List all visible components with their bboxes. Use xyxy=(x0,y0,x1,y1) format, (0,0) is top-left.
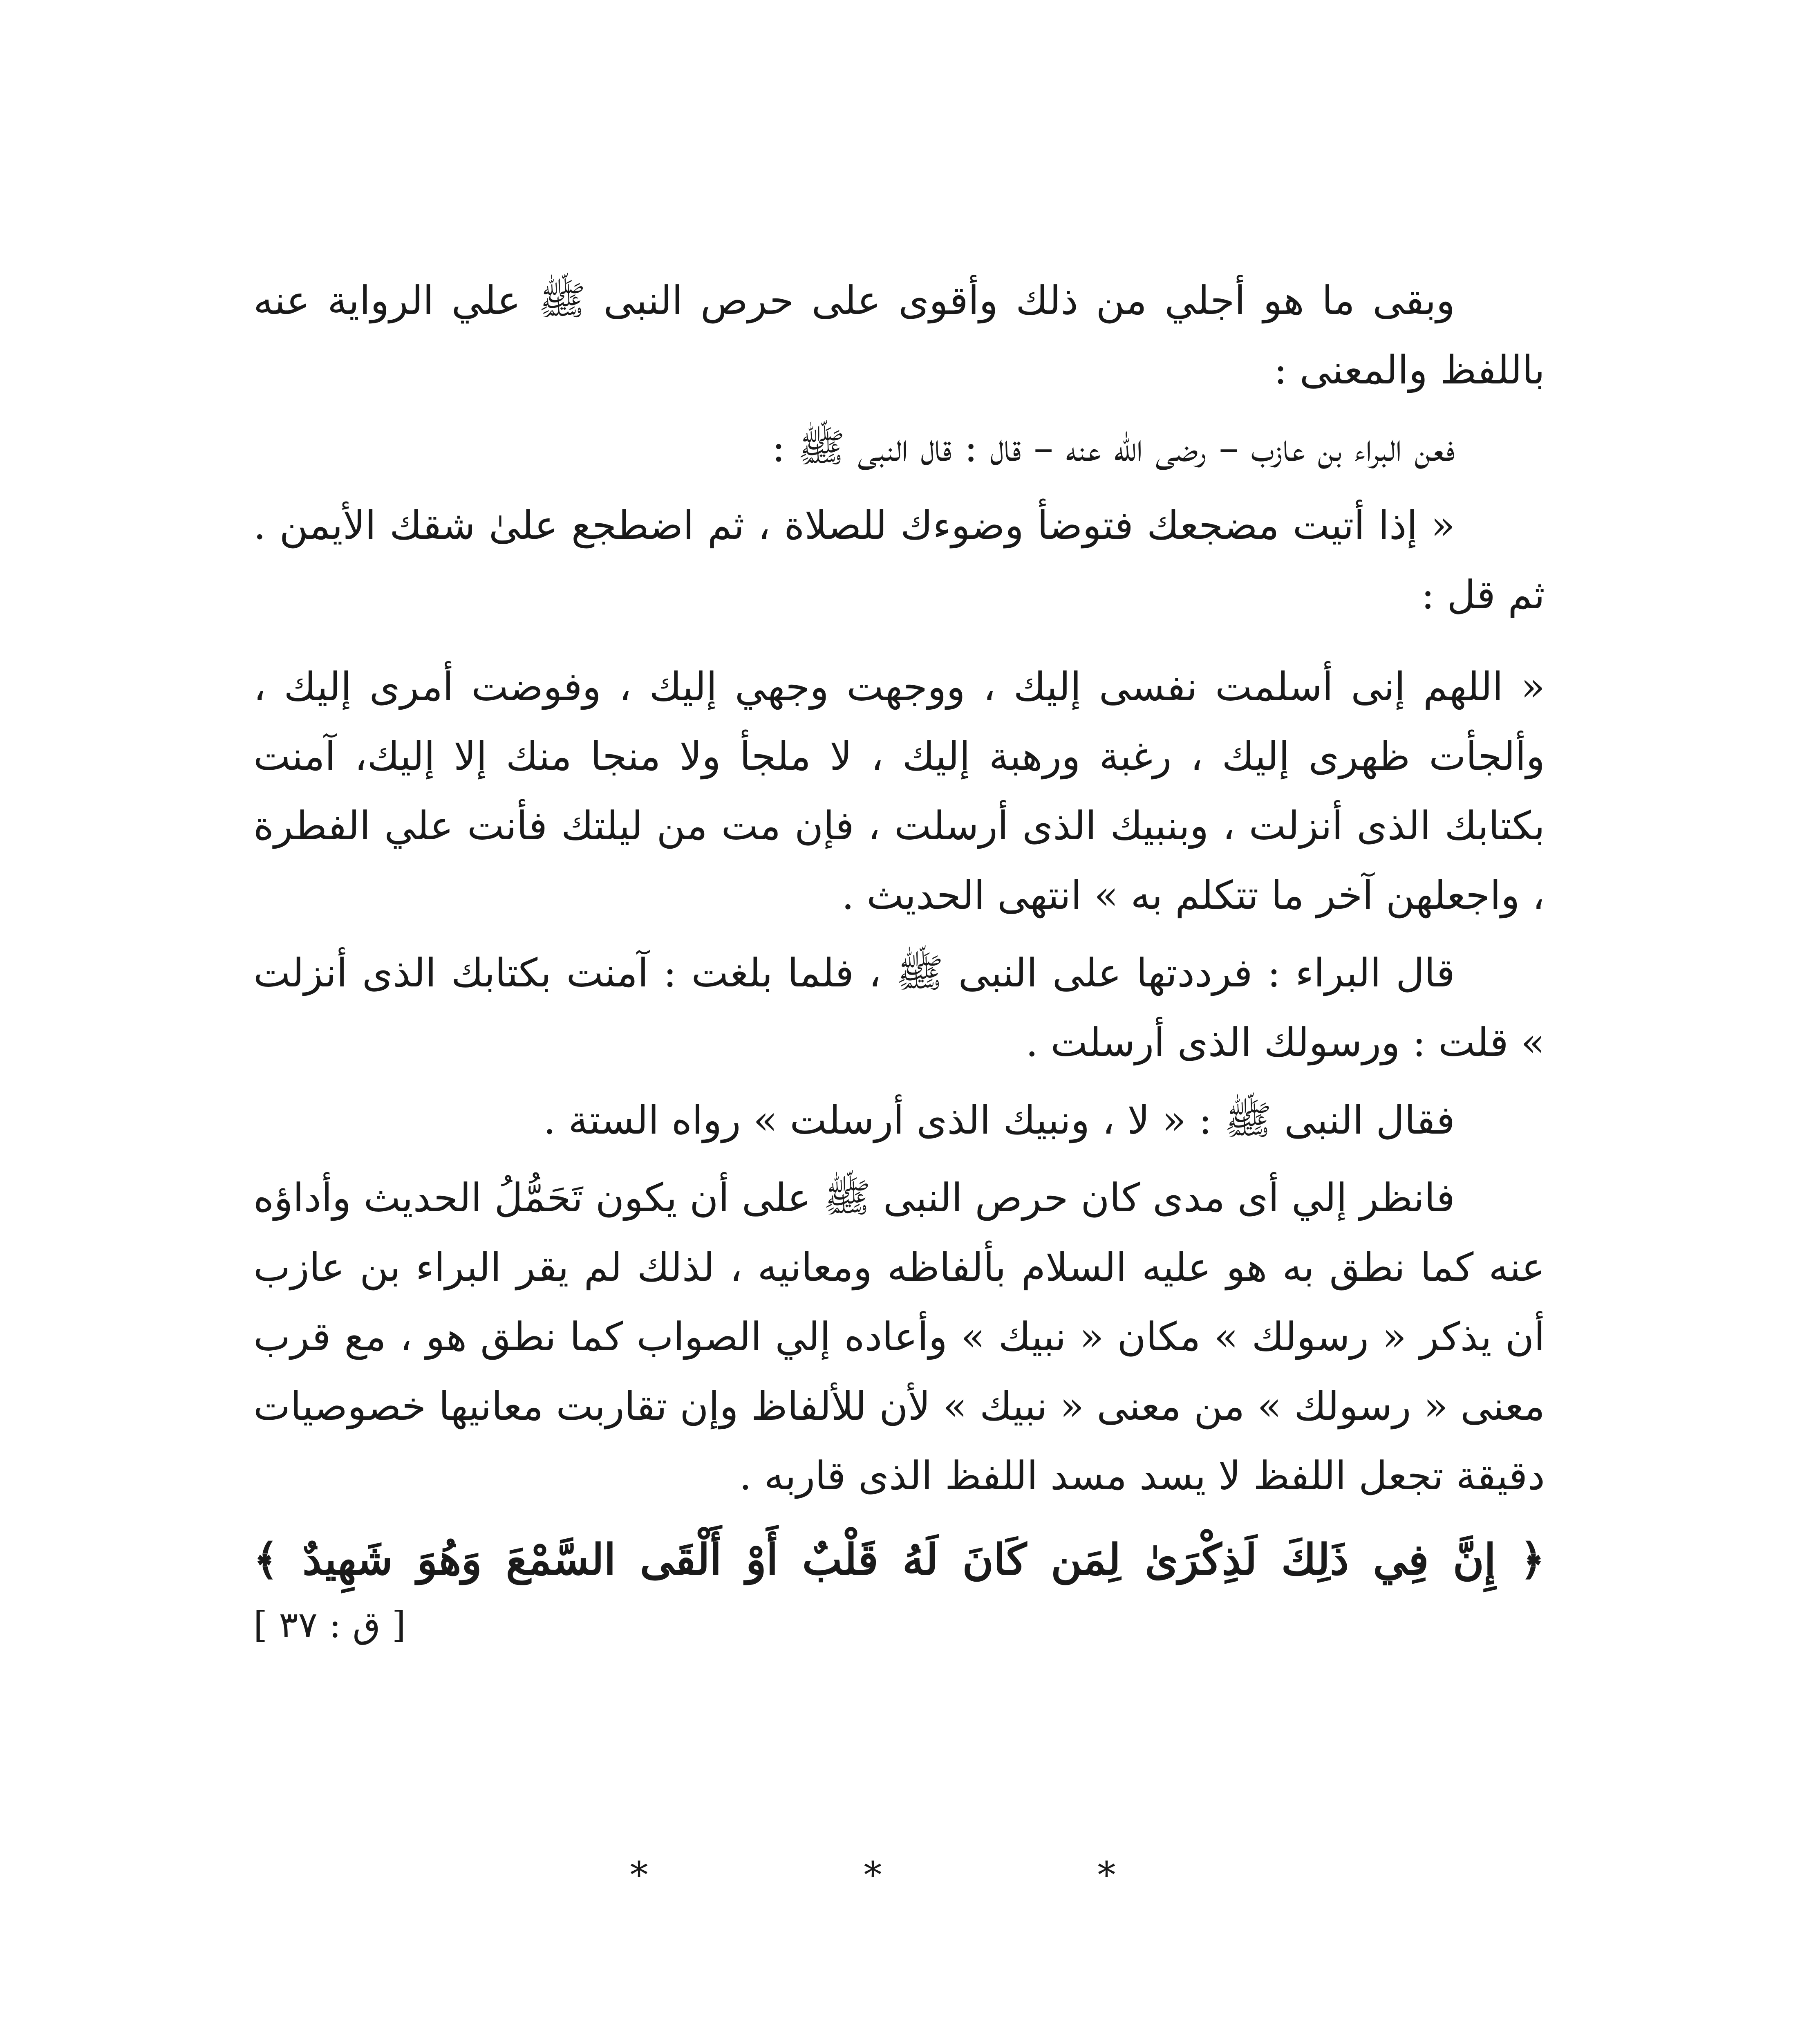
paragraph-dua: « اللهم إنى أسلمت نفسى إليك ، ووجهت وجهي إليك ، وفوضت أمرى إليك ، وألجأت ظهرى إليك ، رغبة ورهبة إليك ، لا ملجأ ولا منجا منك إلا إليك، آمنت بكتابك الذى أنزلت ، وبنبيك الذى أرسلت ، فإن مت من ليلتك فأنت علي الفطرة ، واجعلهن آخر ما تتكلم به » انتهى الحديث . xyxy=(253,664,1545,918)
paragraph-narration: فعن البراء بن عازب – رضى الله عنه – قال : قال النبى ﷺ : xyxy=(772,425,1455,471)
quran-verse: ﴿ إِنَّ فِي ذَلِكَ لَذِكْرَىٰ لِمَن كَانَ لَهُ قَلْبٌ أَوْ أَلْقَى السَّمْعَ وَهُوَ شَهِيدٌ ﴾ xyxy=(253,1534,1545,1585)
main-text xyxy=(253,266,1545,1654)
separator-star: * xyxy=(630,1854,714,1896)
paragraph-intro: وبقى ما هو أجلي من ذلك وأقوى على حرص النبى ﷺ علي الرواية عنه باللفظ والمعنى : xyxy=(253,278,1545,393)
paragraph-bara-response: قال البراء : فرددتها على النبى ﷺ ، فلما بلغت : آمنت بكتابك الذى أنزلت » قلت : ورسولك الذى أرسلت . xyxy=(253,950,1545,1065)
paragraph-hadith-start: « إذا أتيت مضجعك فتوضأ وضوءك للصلاة ، ثم اضطجع علىٰ شقك الأيمن . ثم قل : xyxy=(253,502,1545,618)
paragraph-prophet-reply: فقال النبى ﷺ : « لا ، ونبيك الذى أرسلت » رواه الستة . xyxy=(543,1097,1455,1143)
paragraph-commentary: فانظر إلي أى مدى كان حرص النبى ﷺ على أن يكون تَحَمُّلُ الحديث وأداؤه عنه كما نطق به هو عليه السلام بألفاظه ومعانيه ، لذلك لم يقر البراء بن عازب أن يذكر « رسولك » مكان « نبيك » وأعاده إلي الصواب كما نطق هو ، مع قرب معنى « رسولك » من معنى « نبيك » لأن للألفاظ وإن تقاربت معانيها خصوصيات دقيقة تجعل اللفظ لا يسد مسد اللفظ الذى قاربه . xyxy=(253,1175,1545,1499)
separator-star: * xyxy=(864,1854,947,1896)
verse-reference: [ ق : ٣٧ ] xyxy=(253,1604,406,1646)
section-separator xyxy=(0,1854,1811,1896)
separator-star: * xyxy=(1097,1854,1181,1896)
